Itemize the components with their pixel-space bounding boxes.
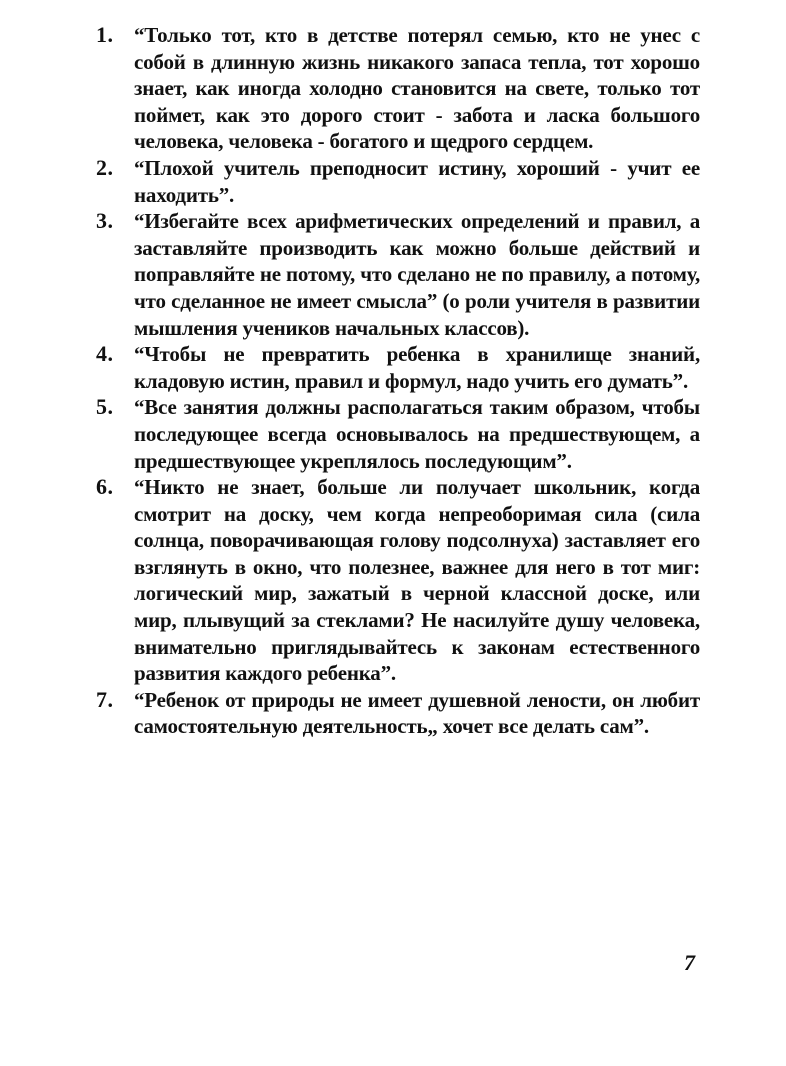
list-item-number: 4. <box>96 341 114 367</box>
list-item <box>96 155 700 208</box>
list-item <box>96 341 700 394</box>
list-item-text: “Только тот, кто в детстве потерял семью, кто не унес с собой в длинную жизнь никакого запаса тепла, тот хорошо знает, как иногда холодно становится на свете, только тот поймет, как это дорого стоит - забота и ласка большого человека, человека - богатого и щедрого сердцем. <box>134 23 700 154</box>
list-item <box>96 22 700 155</box>
list-item-text: “Все занятия должны располагаться таким образом, чтобы последующее всегда основывалось на предшествующем, а предшествующее укреплялось последующим”. <box>134 395 700 473</box>
list-item <box>96 394 700 474</box>
quote-list <box>96 22 700 740</box>
list-item-number: 3. <box>96 208 114 234</box>
document-page <box>96 22 700 740</box>
list-item-text: “Плохой учитель преподносит истину, хороший - учит ее находить”. <box>134 155 700 207</box>
list-item <box>96 208 700 341</box>
list-item-number: 7. <box>96 686 114 712</box>
list-item-text: “Чтобы не превратить ребенка в хранилище знаний, кладовую истин, правил и формул, надо учить его думать”. <box>134 342 700 393</box>
list-item <box>96 474 700 687</box>
list-item-number: 1. <box>96 22 114 47</box>
list-item-text: “Никто не знает, больше ли получает школьник, когда смотрит на доску, чем когда непреоборимая сила (сила солнца, поворачивающая голову подсолнуха) заставляет его взглянуть в окно, что полезнее, важнее для него в тот миг: логический мир, зажатый в черной классной доске, или мир, плывущий за стеклами? Не насилуйте душу человека, внимательно приглядывайтесь к законам естественного развития каждого ребенка”. <box>134 475 700 686</box>
list-item-number: 2. <box>96 154 114 180</box>
list-item-number: 6. <box>96 474 114 500</box>
list-item-number: 5. <box>96 394 114 420</box>
list-item-text: “Ребенок от природы не имеет душевной лености, он любит самостоятельную деятельность„ хочет все делать сам”. <box>134 687 700 739</box>
list-item-text: “Избегайте всех арифметических определений и правил, а заставляйте производить как можно больше действий и поправляйте не потому, что сделано не по правилу, а потому, что сделанное не имеет смысла” (о роли учителя в развитии мышления учеников начальных классов). <box>134 209 700 340</box>
page-number: 7 <box>684 950 695 975</box>
list-item <box>96 687 700 740</box>
